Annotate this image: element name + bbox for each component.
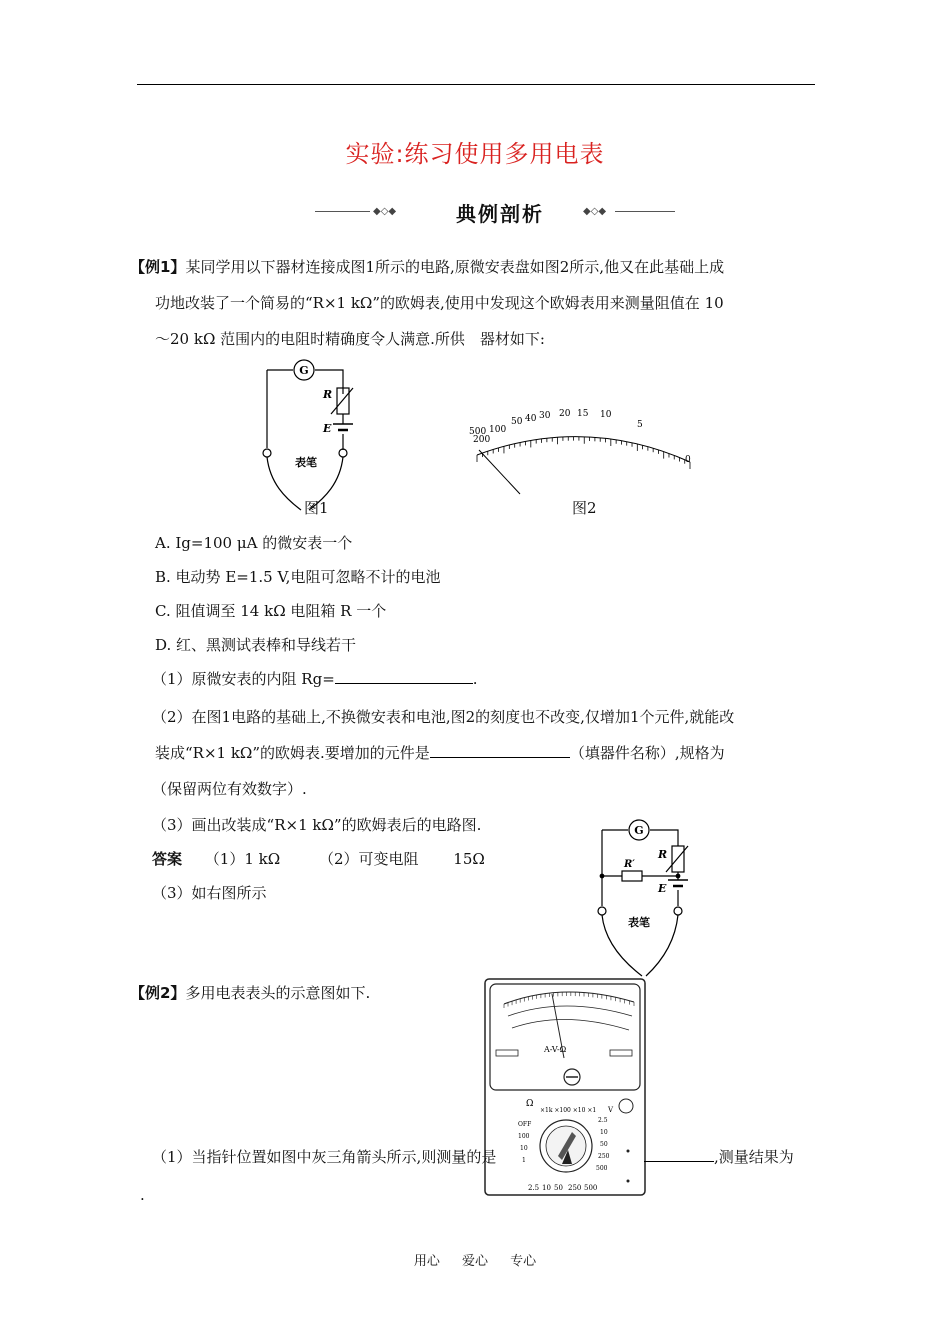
meter-mode-label: A-V-Ω [544, 1045, 567, 1054]
svg-text:10: 10 [542, 1184, 551, 1192]
example1-line3: ～20 kΩ 范围内的电阻时精确度令人满意.所供 器材如下: [155, 330, 545, 348]
figure1-caption: 图1 [304, 499, 329, 517]
question-2-line1: （2）在图1电路的基础上,不换微安表和电池,图2的刻度也不改变,仅增加1个元件,就能改 [152, 708, 735, 726]
ornament-left-icon: ◆◇◆ [373, 206, 397, 217]
figure3-circuit [590, 818, 700, 978]
example1-line2: 功地改装了一个简易的“R×1 kΩ”的欧姆表,使用中发现这个欧姆表用来测量阻值在 10 [155, 294, 724, 312]
svg-text:5: 5 [637, 420, 643, 430]
figure2-dial [465, 400, 705, 500]
example2-question-1: （1）当指针位置如图中灰三角箭头所示,则测量的是 [152, 1148, 497, 1166]
svg-text:15: 15 [577, 409, 589, 419]
svg-text:50: 50 [554, 1184, 563, 1192]
svg-text:100: 100 [518, 1133, 530, 1140]
svg-text:40: 40 [525, 414, 537, 424]
svg-text:100: 100 [489, 425, 507, 435]
fig1-e-label: E [323, 422, 332, 435]
svg-text:500: 500 [596, 1165, 608, 1172]
trailing-dot: . [140, 1186, 145, 1204]
figure1-circuit [255, 358, 365, 518]
example2-question-1-end: ,测量结果为 [644, 1146, 794, 1167]
question-2-line2: 装成“R×1 kΩ”的欧姆表.要增加的元件是 （填器件名称）,规格为 [155, 744, 725, 762]
answer-label: 答案 [152, 850, 183, 868]
fig3-galvanometer-label: G [634, 824, 644, 837]
svg-text:1: 1 [522, 1157, 526, 1164]
svg-text:10: 10 [600, 410, 612, 420]
section-heading-label: 典例剖析 [456, 202, 544, 226]
fig3-radded-label: R′ [624, 859, 635, 870]
meter-omega-ranges: ×1k ×100 ×10 ×1 [540, 1107, 597, 1114]
svg-text:30: 30 [539, 411, 551, 421]
meter-off-label: OFF [518, 1121, 532, 1128]
svg-text:10: 10 [600, 1129, 608, 1136]
svg-text:500: 500 [584, 1184, 598, 1192]
example1-line1: 【例1】某同学用以下器材连接成图1所示的电路,原微安表盘如图2所示,他又在此基础上成 [130, 258, 725, 276]
fig3-r-label: R [658, 848, 668, 861]
option-a: A. Ig=100 μA 的微安表一个 [155, 534, 353, 552]
multimeter-figure [484, 976, 646, 1198]
svg-text:250: 250 [598, 1153, 610, 1160]
ornament-right-icon: ◆◇◆ [583, 206, 607, 217]
option-d: D. 红、黑测试表棒和导线若干 [155, 636, 357, 654]
option-b: B. 电动势 E=1.5 V,电阻可忽略不计的电池 [155, 568, 441, 586]
example2-tag: 【例2】 [130, 984, 186, 1002]
page-footer: 用心 爱心 专心 [413, 1254, 537, 1269]
svg-text:2.5: 2.5 [528, 1184, 540, 1192]
svg-text:0: 0 [685, 455, 691, 465]
answer-3: （3）如右图所示 [152, 884, 267, 902]
svg-text:2.5: 2.5 [598, 1117, 608, 1124]
fig3-e-label: E [658, 882, 667, 895]
question-3: （3）画出改装成“R×1 kΩ”的欧姆表后的电路图. [152, 816, 482, 834]
svg-text:200: 200 [473, 435, 491, 445]
svg-text:250: 250 [568, 1184, 582, 1192]
fig1-probe-label: 表笔 [295, 456, 317, 469]
svg-text:V: V [608, 1106, 614, 1114]
answer-blank-2[interactable] [430, 743, 570, 758]
fig1-galvanometer-label: G [299, 364, 309, 377]
question-1: （1）原微安表的内阻 Rg= . [152, 670, 478, 688]
figure2-caption: 图2 [572, 499, 597, 517]
answer-blank-3[interactable] [644, 1147, 714, 1162]
svg-text:10: 10 [520, 1145, 528, 1152]
question-2-line3: （保留两位有效数字）. [152, 780, 307, 798]
svg-text:50: 50 [511, 417, 523, 427]
answer-blank-1[interactable] [335, 669, 473, 684]
section-heading [315, 198, 675, 228]
svg-text:500: 500 [469, 427, 487, 437]
option-c: C. 阻值调至 14 kΩ 电阻箱 R 一个 [155, 602, 387, 620]
header-rule [137, 84, 815, 85]
fig1-r-label: R [323, 388, 333, 401]
meter-omega-label: Ω [526, 1099, 534, 1109]
fig3-probe-label: 表笔 [628, 916, 650, 929]
svg-text:20: 20 [559, 409, 571, 419]
page-title: 实验:练习使用多用电表 [345, 140, 605, 168]
svg-text:50: 50 [600, 1141, 608, 1148]
example2-line: 【例2】多用电表表头的示意图如下. [130, 984, 371, 1002]
answer-line: 答案 （1）1 kΩ （2）可变电阻 15Ω [152, 850, 485, 868]
example1-tag: 【例1】 [130, 258, 186, 276]
